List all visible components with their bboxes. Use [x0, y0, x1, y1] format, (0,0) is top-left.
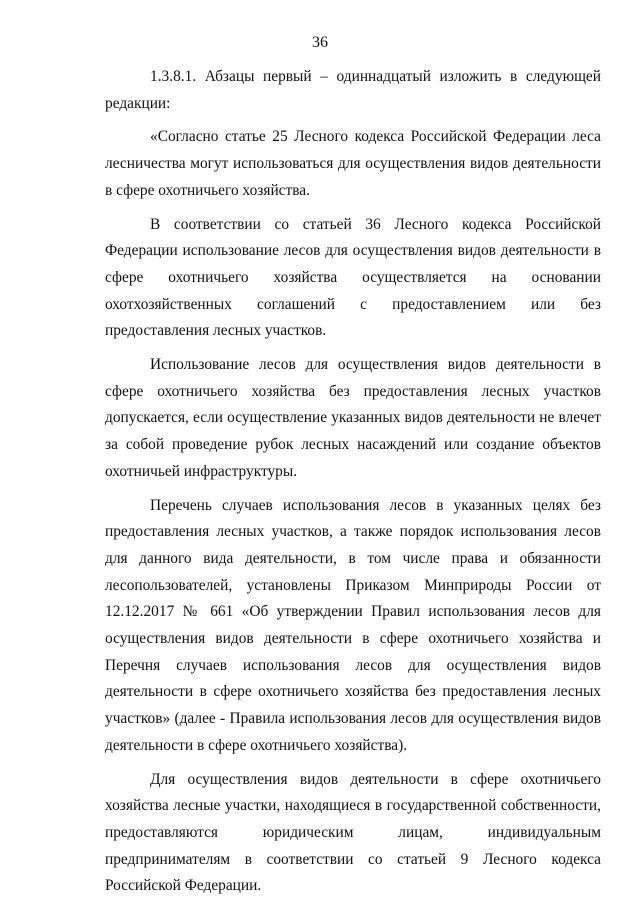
- paragraph-article-25: «Согласно статье 25 Лесного кодекса Российской Федерации леса лесничества могут использоваться для осуществления видов деятельности в сфере охотничьего хозяйства.: [105, 128, 601, 199]
- paragraph-amendment-heading: 1.3.8.1. Абзацы первый – одиннадцатый изложить в следующей редакции:: [105, 68, 601, 112]
- paragraph-order-661: Перечень случаев использования лесов в указанных целях без предоставления лесных участков, а также порядок использования лесов для данного вида деятельности, в том числе права и обязанности лесопользователей, установлены Приказом Минприроды России от 12.12.2017 № 661 «Об утверждении Правил использования лесов для осуществления видов деятельности в сфере охотничьего хозяйства и Перечня случаев использования лесов для осуществления видов деятельности в сфере охотничьего хозяйства без предоставления лесных участков» (далее - Правила использования лесов для осуществления видов деятельности в сфере охотничьего хозяйства).: [105, 496, 601, 754]
- paragraph-use-without-plots: Использование лесов для осуществления видов деятельности в сфере охотничьего хозяйства без предоставления лесных участков допускается, если осуществление указанных видов деятельности не влечет за собой проведение рубок лесных насаждений или создание объектов охотничьей инфраструктуры.: [105, 356, 601, 480]
- page-number: 36: [312, 34, 328, 51]
- paragraph-state-property: Для осуществления видов деятельности в сфере охотничьего хозяйства лесные участки, находящиеся в государственной собственности, предоставляются юридическим лицам, индивидуальным предпринимателям в соответствии со статьей 9 Лесного кодекса Российской Федерации.: [105, 770, 601, 895]
- paragraph-article-36: В соответствии со статьей 36 Лесного кодекса Российской Федерации использование лесов для осуществления видов деятельности в сфере охотничьего хозяйства осуществляется на основании охотхозяйственных соглашений с предоставлением или без предоставления лесных участков.: [105, 215, 601, 340]
- document-body: [105, 64, 601, 907]
